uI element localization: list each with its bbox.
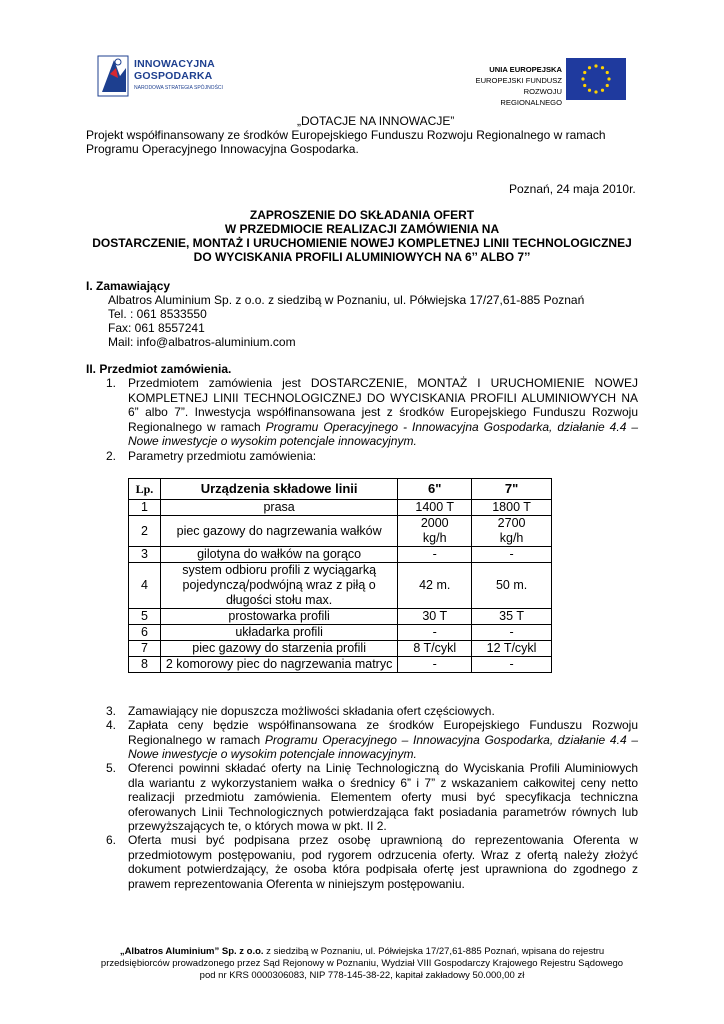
table-row <box>129 547 552 563</box>
header-6-inch: 6" <box>398 479 472 500</box>
item3-number: 3. <box>106 704 117 718</box>
eu-star-icon <box>607 77 610 80</box>
program-title: „DOTACJE NA INNOWACJE” <box>297 114 455 128</box>
table-cell-6-inch: 2000 kg/h <box>398 516 472 547</box>
eu-flag-icon <box>566 58 626 100</box>
table-cell-7-inch: 35 T <box>472 609 552 625</box>
table-cell-6-inch: - <box>398 625 472 641</box>
table-cell-device: piec gazowy do nagrzewania wałków <box>160 516 397 547</box>
eu-star-icon <box>594 64 597 67</box>
section2-heading: II. Przedmiot zamówienia. <box>86 362 232 376</box>
ig-logo-line3: NARODOWA STRATEGIA SPÓJNOŚCI <box>134 85 223 91</box>
footer-company: „Albatros Aluminium” Sp. z o.o. <box>119 946 264 957</box>
ig-logo-line1: INNOWACYJNA <box>134 58 215 70</box>
item4-text <box>128 718 638 762</box>
title-line-4: DO WYCISKANIA PROFILI ALUMINIOWYCH NA 6’’ ALBO 7’’ <box>193 250 531 264</box>
ig-logo-line2: GOSPODARKA <box>134 70 213 82</box>
eu-star-icon <box>588 89 591 92</box>
parameters-table <box>128 478 552 673</box>
table-cell-device: prasa <box>160 500 397 516</box>
footer-line2: przedsiębiorców prowadzonego przez Sąd Rejonowy w Poznaniu, Wydział VIII Gospodarczy Krajowego Rejestru Sądowego <box>100 958 624 969</box>
section1-heading: I. Zamawiający <box>86 279 171 293</box>
eu-star-icon <box>606 71 609 74</box>
item4-number: 4. <box>106 718 117 732</box>
table-cell-device: prostowarka profili <box>160 609 397 625</box>
item6-line1: Oferta musi być podpisana przez osobę uprawnioną do reprezentowania Oferenta w <box>128 833 638 847</box>
eu-logo-line3: ROZWOJU REGIONALNEGO <box>500 87 562 107</box>
table-cell-lp: 1 <box>129 500 161 516</box>
eu-logo-line2: EUROPEJSKI FUNDUSZ <box>475 76 562 85</box>
item4-line2-plain: Regionalnego w ramach <box>128 732 265 747</box>
item5-line5: przewyższających te, o których mowa w pkt. II 2. <box>128 819 387 833</box>
item1-line2: KOMPLETNEJ LINII TECHNOLOGICZNEJ DO WYCISKANIA PROFILI ALUMINIOWYCH NA <box>128 390 638 405</box>
company-address: Albatros Aluminium Sp. z o.o. z siedzibą w Poznaniu, ul. Półwiejska 17/27,61-885 Poznań <box>108 293 585 307</box>
table-cell-lp: 6 <box>129 625 161 641</box>
innowacyjna-gospodarka-logo <box>96 50 236 106</box>
table-row <box>129 516 552 547</box>
item6-line3: dokument potwierdzający, że osoba która podpisała ofertę jest uprawniona do zgodnego z <box>128 862 638 876</box>
item1-line1: Przedmiotem zamówienia jest DOSTARCZENIE, MONTAŻ I URUCHOMIENIE NOWEJ <box>128 376 638 390</box>
table-cell-lp: 2 <box>129 516 161 547</box>
table-cell-device: 2 komorowy piec do nagrzewania matryc <box>160 657 397 673</box>
table-cell-6-inch: - <box>398 657 472 673</box>
header-lp: Lp. <box>129 479 161 500</box>
footer <box>80 946 644 982</box>
table-cell-7-inch: 1800 T <box>472 500 552 516</box>
table-cell-7-inch: 2700 kg/h <box>472 516 552 547</box>
table-cell-lp: 3 <box>129 547 161 563</box>
table-cell-7-inch: 50 m. <box>472 563 552 609</box>
item5-line1: Oferenci powinni składać oferty na Linię Technologiczną do Wyciskania Profili Aluminiowych <box>128 761 638 775</box>
item4-line3-italic: Nowe inwestycje o wysokim potencjale innowacyjnym. <box>128 747 417 761</box>
table-row <box>129 641 552 657</box>
item5-line3: realizacji przedmiotu zamówienia. Elementem oferty musi być specyfikacja techniczna <box>128 790 638 804</box>
table-cell-6-inch: 42 m. <box>398 563 472 609</box>
table-cell-6-inch: - <box>398 547 472 563</box>
company-fax: Fax: 061 8557241 <box>108 321 205 335</box>
item4-line2-italic: Programu Operacyjnego – Innowacyjna Gospodarka, działanie 4.4 – <box>264 732 638 747</box>
table-cell-6-inch: 1400 T <box>398 500 472 516</box>
item1-line4-plain: Regionalnego w ramach <box>128 419 266 434</box>
item3-text: Zamawiający nie dopuszcza możliwości składania ofert częściowych. <box>128 704 495 718</box>
item1-text <box>128 376 638 449</box>
eu-star-icon <box>581 77 584 80</box>
table-row <box>129 625 552 641</box>
company-mail: Mail: info@albatros-aluminium.com <box>108 335 296 349</box>
header-7-inch: 7" <box>472 479 552 500</box>
item5-line4: oferowanych Linii Technologicznych potwierdzająca fakt posiadania parametrów równych lub <box>128 804 638 819</box>
item1-line4-italic: Programu Operacyjnego - Innowacyjna Gospodarka, działanie 4.4 – <box>265 419 639 434</box>
ig-emblem-icon <box>96 52 132 102</box>
table-cell-lp: 8 <box>129 657 161 673</box>
item1-number: 1. <box>106 376 117 390</box>
item2-text: Parametry przedmiotu zamówienia: <box>128 449 317 463</box>
item5-text <box>128 761 638 834</box>
table-cell-device: układarka profili <box>160 625 397 641</box>
table-cell-lp: 5 <box>129 609 161 625</box>
eu-star-icon <box>606 84 609 87</box>
footer-line1-rest: z siedzibą w Poznaniu, ul. Półwiejska 17/27,61-885 Poznań, wpisana do rejestru <box>263 946 605 957</box>
title-line-3: DOSTARCZENIE, MONTAŻ I URUCHOMIENIE NOWEJ KOMPLETNEJ LINII TECHNOLOGICZNEJ <box>92 236 632 250</box>
eu-star-icon <box>583 71 586 74</box>
item1-line4 <box>128 420 638 435</box>
date-place: Poznań, 24 maja 2010r. <box>509 182 636 196</box>
table-cell-6-inch: 8 T/cykl <box>398 641 472 657</box>
item6-line4: prawem reprezentowania Oferenta w niniejszym postępowaniu. <box>128 876 465 891</box>
eu-logo-line1: UNIA EUROPEJSKA <box>489 65 562 74</box>
table-row <box>129 609 552 625</box>
company-tel: Tel. : 061 8533550 <box>108 307 207 321</box>
item2-number: 2. <box>106 449 117 463</box>
item6-number: 6. <box>106 833 117 847</box>
header-devices: Urządzenia składowe linii <box>160 479 397 500</box>
cofinance-line-2: Programu Operacyjnego Innowacyjna Gospodarka. <box>86 142 359 156</box>
title-line-2: W PRZEDMIOCIE REALIZACJI ZAMÓWIENIA NA <box>224 222 500 236</box>
table-cell-7-inch: - <box>472 547 552 563</box>
table-row <box>129 563 552 609</box>
eu-star-icon <box>601 89 604 92</box>
table-cell-lp: 7 <box>129 641 161 657</box>
eu-star-icon <box>588 66 591 69</box>
item4-line3 <box>128 747 638 762</box>
table-row <box>129 500 552 516</box>
eu-star-icon <box>583 84 586 87</box>
item6-line2: przedmiotowym postępowaniu, pod rygorem odrzucenia oferty. Wraz z ofertą należy złożyć <box>128 847 638 862</box>
item1-line3: 6” albo 7”. Inwestycja współfinansowana jest z środków Europejskiego Funduszu Rozwoju <box>128 405 638 419</box>
table-cell-7-inch: - <box>472 625 552 641</box>
cofinance-line-1: Projekt współfinansowany ze środków Europejskiego Funduszu Rozwoju Regionalnego w ramach <box>86 128 606 142</box>
table-cell-6-inch: 30 T <box>398 609 472 625</box>
table-cell-device: gilotyna do wałków na gorąco <box>160 547 397 563</box>
footer-line1 <box>80 946 644 958</box>
eu-star-icon <box>594 90 597 93</box>
eu-star-icon <box>601 66 604 69</box>
table-cell-device: system odbioru profili z wyciągarką pojedynczą/podwójną wraz z piłą o długości stołu max. <box>160 563 397 609</box>
table-cell-7-inch: - <box>472 657 552 673</box>
eu-logo <box>470 58 626 107</box>
item5-line2: dla wariantu z wykorzystaniem wałka o średnicy 6” i 7” z wskazaniem całkowitej ceny netto <box>128 775 638 790</box>
eu-logo-text <box>470 64 562 108</box>
item5-number: 5. <box>106 761 117 775</box>
ig-logo-text <box>134 58 223 94</box>
item1-line5-italic: Nowe inwestycje o wysokim potencjale innowacyjnym. <box>128 434 417 448</box>
item4-line1: Zapłata ceny będzie współfinansowana ze środków Europejskiego Funduszu Rozwoju <box>128 718 638 732</box>
item1-line5 <box>128 434 638 449</box>
title-line-1: ZAPROSZENIE DO SKŁADANIA OFERT <box>249 208 475 222</box>
item6-text <box>128 833 638 891</box>
item4-line2 <box>128 733 638 748</box>
table-cell-lp: 4 <box>129 563 161 609</box>
table-row <box>129 657 552 673</box>
table-cell-device: piec gazowy do starzenia profili <box>160 641 397 657</box>
table-header-row <box>129 479 552 500</box>
table-cell-7-inch: 12 T/cykl <box>472 641 552 657</box>
footer-line3: pod nr KRS 0000306083, NIP 778-145-38-22, kapitał zakładowy 50.000,00 zł <box>199 970 525 981</box>
